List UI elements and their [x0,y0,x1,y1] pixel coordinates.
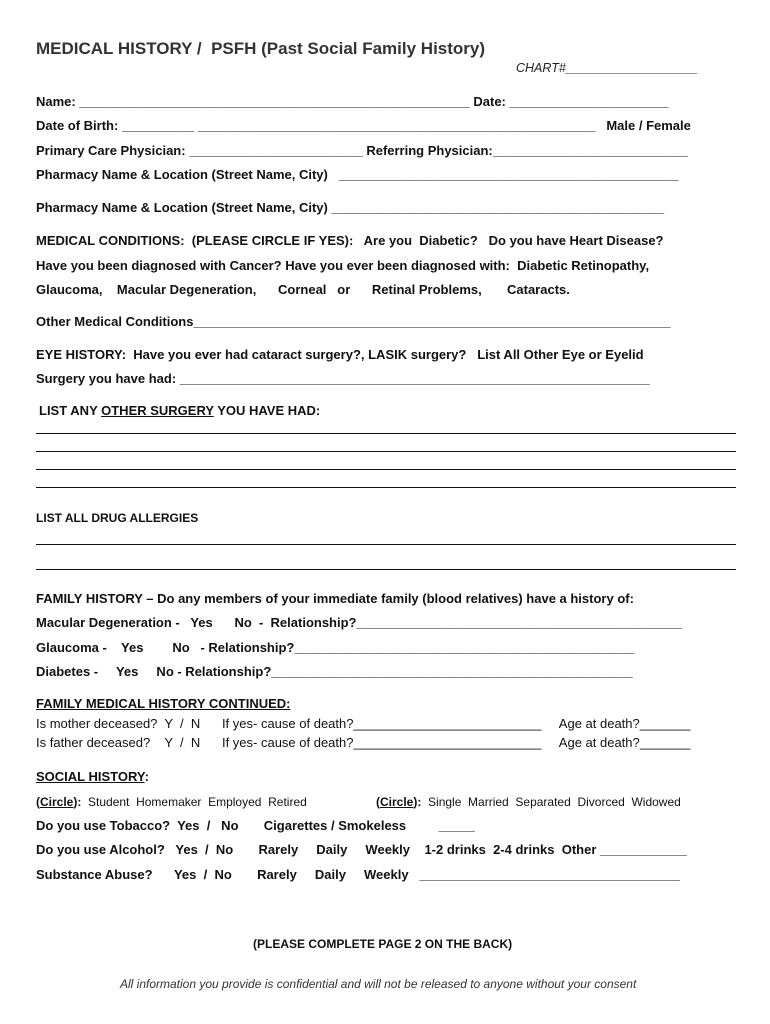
medical-conditions-line-2: Have you been diagnosed with Cancer? Have you ever been diagnosed with: Diabetic Retinopathy, [36,258,650,273]
medical-conditions-line-3: Glaucoma, Macular Degeneration, Corneal or Retinal Problems, Cataracts. [36,282,570,297]
family-history-continued-heading: FAMILY MEDICAL HISTORY CONTINUED: [36,696,291,711]
tobacco-field[interactable]: Do you use Tobacco? Yes / No Cigarettes / Smokeless _____ [36,818,475,833]
occupation-circle-options[interactable]: (Circle): Student Homemaker Employed Retired [36,795,307,809]
family-macular-field[interactable]: Macular Degeneration - Yes No - Relationship?_____________________________________________ [36,615,682,630]
eye-history-line-1: EYE HISTORY: Have you ever had cataract surgery?, LASIK surgery? List All Other Eye or Eyelid [36,347,644,362]
mother-deceased-field[interactable]: Is mother deceased? Y / N If yes- cause of death?__________________________ Age at death?_______ [36,716,691,731]
father-deceased-field[interactable]: Is father deceased? Y / N If yes- cause of death?__________________________ Age at death?_______ [36,735,691,750]
marital-circle-options[interactable]: (Circle): Single Married Separated Divorced Widowed [376,795,681,809]
substance-abuse-field[interactable]: Substance Abuse? Yes / No Rarely Daily Weekly ____________________________________ [36,867,680,882]
page-title: MEDICAL HISTORY / PSFH (Past Social Family History) [36,39,486,58]
other-surgery-heading: LIST ANY OTHER SURGERY YOU HAVE HAD: [39,403,321,418]
eye-surgery-field[interactable]: Surgery you have had: _________________________________________________________________ [36,371,650,386]
pharmacy-2-field[interactable]: Pharmacy Name & Location (Street Name, City) ______________________________________________ [36,200,665,215]
social-history-heading: SOCIAL HISTORY: [36,769,149,784]
name-date-field[interactable]: Name: ______________________________________________________ Date: ______________________ [36,94,669,109]
confidentiality-notice: All information you provide is confidential and will not be released to anyone without your consent [120,977,637,991]
pharmacy-1-field[interactable]: Pharmacy Name & Location (Street Name, City) _______________________________________________ [36,167,679,182]
physician-field[interactable]: Primary Care Physician: ________________________ Referring Physician:___________________________ [36,143,688,158]
surgery-line-3[interactable] [36,469,736,470]
allergy-line-1[interactable] [36,544,736,545]
family-diabetes-field[interactable]: Diabetes - Yes No - Relationship?__________________________________________________ [36,664,633,679]
surgery-line-2[interactable] [36,451,736,452]
family-history-heading: FAMILY HISTORY – Do any members of your immediate family (blood relatives) have a history of: [36,591,634,606]
alcohol-field[interactable]: Do you use Alcohol? Yes / No Rarely Daily Weekly 1-2 drinks 2-4 drinks Other ____________ [36,842,687,857]
drug-allergies-heading: LIST ALL DRUG ALLERGIES [36,511,199,525]
surgery-line-1[interactable] [36,433,736,434]
allergy-line-2[interactable] [36,569,736,570]
complete-page-2-note: (PLEASE COMPLETE PAGE 2 ON THE BACK) [253,937,513,951]
dob-sex-field[interactable]: Date of Birth: __________ _______________________________________________________ Male / Female [36,118,691,133]
other-medical-conditions-field[interactable]: Other Medical Conditions__________________________________________________________________ [36,314,671,329]
chart-number-field[interactable]: CHART#___________________ [516,61,698,75]
medical-conditions-line-1: MEDICAL CONDITIONS: (PLEASE CIRCLE IF YES): Are you Diabetic? Do you have Heart Disease? [36,233,664,248]
family-glaucoma-field[interactable]: Glaucoma - Yes No - Relationship?_______________________________________________ [36,640,635,655]
surgery-line-4[interactable] [36,487,736,488]
